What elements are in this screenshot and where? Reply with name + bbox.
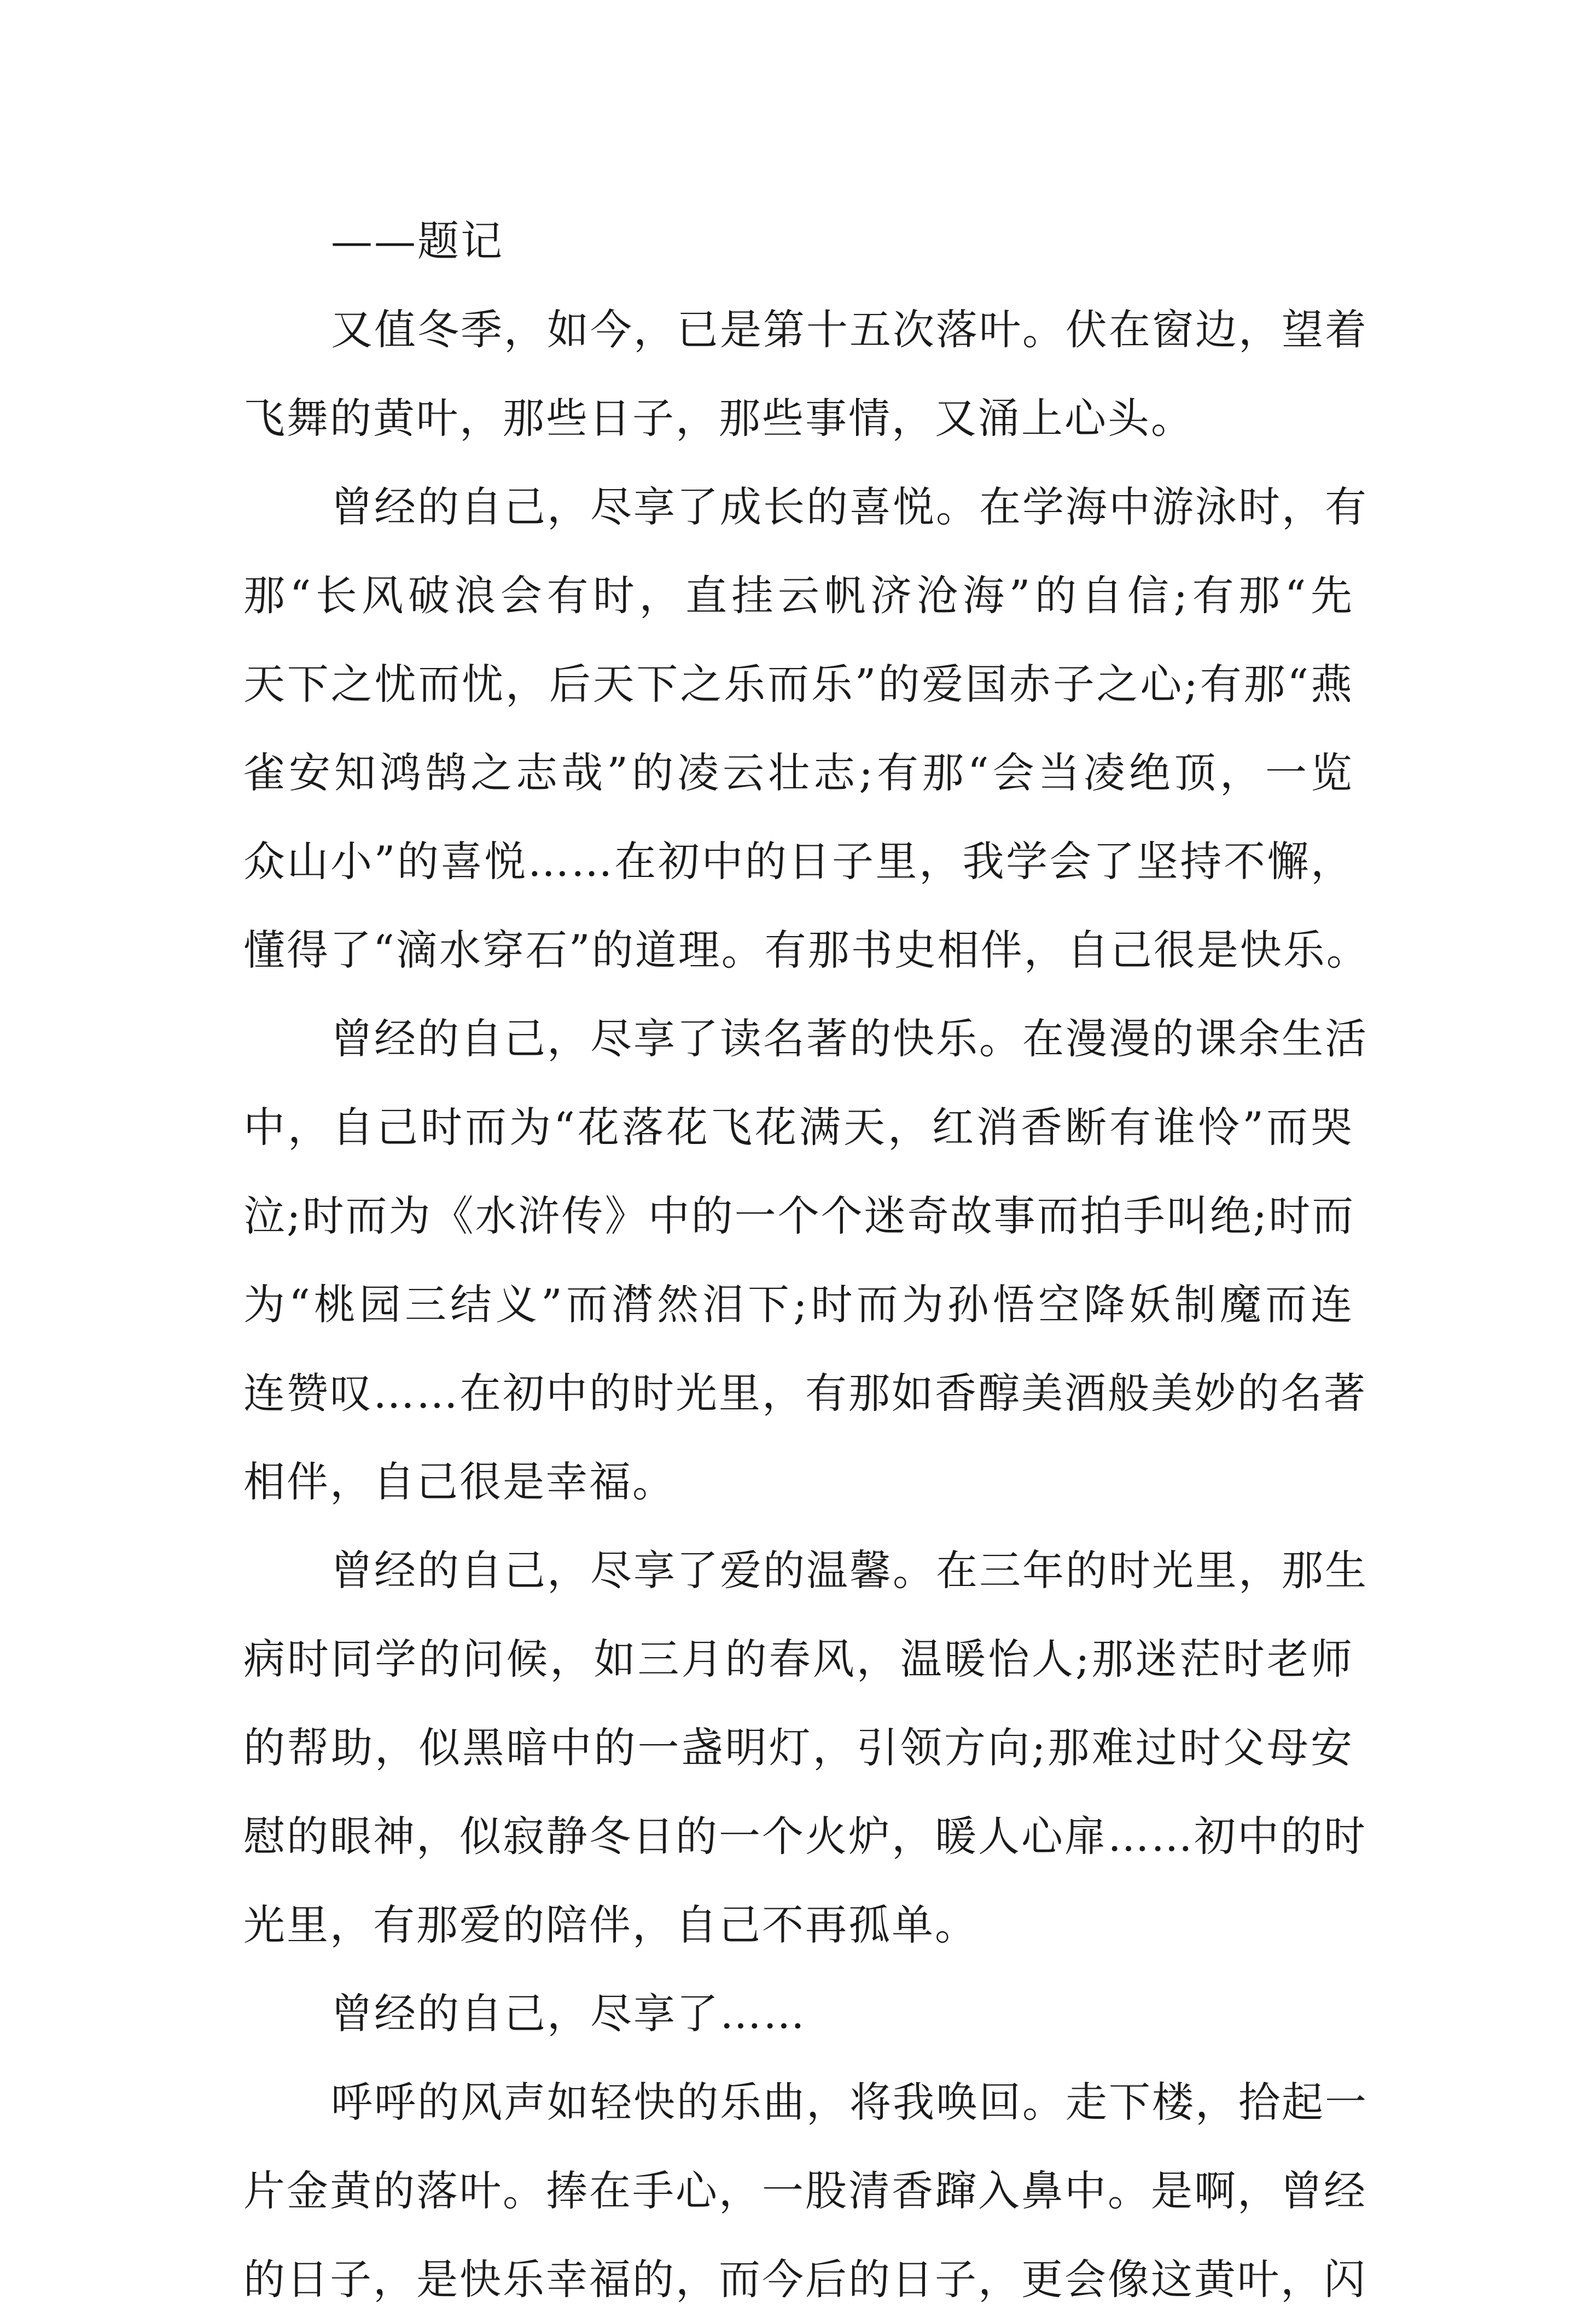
text-line: 相伴，自己很是幸福。 bbox=[243, 1457, 676, 1506]
text-line: 飞舞的黄叶，那些日子，那些事情，又涌上心头。 bbox=[243, 394, 1194, 443]
text-line: 病时同学的问候，如三月的春风，温暖怡人;那迷茫时老师 bbox=[243, 1635, 1354, 1683]
text-line: 慰的眼神，似寂静冬日的一个火炉，暖人心扉……初中的时 bbox=[243, 1812, 1367, 1861]
text-line: 曾经的自己，尽享了读名著的快乐。在漫漫的课余生活 bbox=[331, 1014, 1368, 1063]
text-line-epigraph: ——题记 bbox=[331, 217, 504, 265]
text-line: 懂得了“滴水穿石”的道理。有那书史相伴，自己很是快乐。 bbox=[243, 926, 1370, 974]
text-line: 片金黄的落叶。捧在手心，一股清香蹿入鼻中。是啊，曾经 bbox=[243, 2166, 1367, 2215]
text-line: 天下之忧而忧，后天下之乐而乐”的爱国赤子之心;有那“燕 bbox=[243, 660, 1354, 708]
text-line: 又值冬季，如今，已是第十五次落叶。伏在窗边，望着 bbox=[331, 305, 1368, 354]
essay-body bbox=[243, 197, 1370, 2324]
text-line: 中，自己时而为“花落花飞花满天，红消香断有谁怜”而哭 bbox=[243, 1103, 1354, 1152]
text-line: 雀安知鸿鹄之志哉”的凌云壮志;有那“会当凌绝顶，一览 bbox=[243, 748, 1354, 797]
text-line: 那“长风破浪会有时，直挂云帆济沧海”的自信;有那“先 bbox=[243, 571, 1354, 620]
text-line: 光里，有那爱的陪伴，自己不再孤单。 bbox=[243, 1901, 978, 1949]
text-line: 为“桃园三结义”而潸然泪下;时而为孙悟空降妖制魔而连 bbox=[243, 1280, 1354, 1329]
text-line: 曾经的自己，尽享了…… bbox=[331, 1989, 806, 2038]
text-line: 的帮助，似黑暗中的一盏明灯，引领方向;那难过时父母安 bbox=[243, 1723, 1354, 1772]
text-line: 泣;时而为《水浒传》中的一个个迷奇故事而拍手叫绝;时而 bbox=[243, 1192, 1355, 1240]
text-line: 众山小”的喜悦……在初中的日子里，我学会了坚持不懈， bbox=[243, 837, 1354, 886]
text-line: 曾经的自己，尽享了成长的喜悦。在学海中游泳时，有 bbox=[331, 483, 1368, 531]
text-line: 曾经的自己，尽享了爱的温馨。在三年的时光里，那生 bbox=[331, 1546, 1368, 1595]
text-line: 呼呼的风声如轻快的乐曲，将我唤回。走下楼，拾起一 bbox=[331, 2078, 1368, 2127]
text-line: 的日子，是快乐幸福的，而今后的日子，更会像这黄叶，闪 bbox=[243, 2255, 1367, 2304]
text-line: 连赞叹……在初中的时光里，有那如香醇美酒般美妙的名著 bbox=[243, 1369, 1367, 1417]
